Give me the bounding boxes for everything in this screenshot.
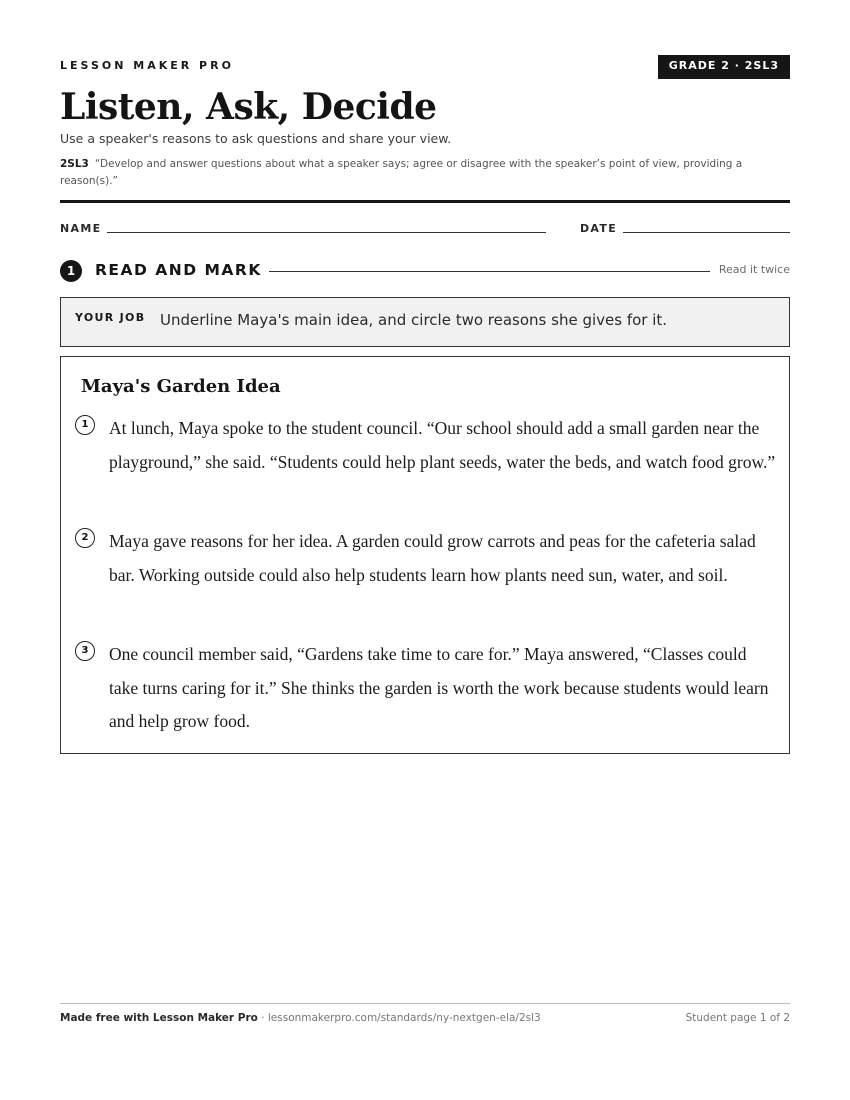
job-instructions-box — [60, 297, 790, 347]
footer-divider — [60, 1003, 790, 1004]
standard-code: 2SL3 — [60, 158, 89, 170]
header-divider — [60, 200, 790, 203]
footer-made-with: Made free with Lesson Maker Pro — [60, 1012, 258, 1024]
name-field[interactable] — [107, 232, 546, 233]
paragraph-text: At lunch, Maya spoke to the student council. “Our school should add a small garden near the playground,” she said. “Students could help plant seeds, water the beds, and watch food grow.” — [109, 418, 776, 472]
standard-text: “Develop and answer questions about what a speaker says; agree or disagree with the speaker’s point of view, providing a reason(s).” — [60, 158, 743, 187]
name-label: NAME — [60, 222, 102, 235]
paragraph-number-icon: 1 — [75, 415, 95, 435]
paragraph-number-icon: 3 — [75, 641, 95, 661]
date-label: DATE — [580, 222, 618, 235]
page-subtitle: Use a speaker's reasons to ask questions and share your view. — [60, 131, 452, 146]
passage-title: Maya's Garden Idea — [81, 376, 281, 397]
job-text: Underline Maya's main idea, and circle two reasons she gives for it. — [160, 311, 668, 329]
footer-separator: · — [257, 1012, 268, 1024]
section-note: Read it twice — [718, 263, 790, 276]
section-number-badge: 1 — [60, 260, 82, 282]
paragraph-text: Maya gave reasons for her idea. A garden could grow carrots and peas for the cafeteria salad bar. Working outside could also help students learn how plants need sun, water, and soil. — [109, 531, 756, 585]
standard-statement — [60, 156, 780, 190]
footer-url[interactable]: lessonmakerpro.com/standards/ny-nextgen-ela/2sl3 — [267, 1012, 541, 1024]
grade-badge: GRADE 2 · 2SL3 — [658, 55, 790, 79]
worksheet-page — [60, 0, 790, 1100]
page-title: Listen, Ask, Decide — [60, 86, 437, 128]
paragraph-text: One council member said, “Gardens take time to care for.” Maya answered, “Classes could take turns caring for it.” She thinks the garden is worth the work because students would learn and help grow food. — [109, 644, 769, 732]
footer-credit — [60, 1012, 541, 1024]
brand-name: LESSON MAKER PRO — [60, 59, 234, 72]
date-field[interactable] — [623, 232, 790, 233]
section-divider — [269, 271, 710, 272]
footer-page-label: Student page 1 of 2 — [685, 1012, 790, 1024]
paragraph-number-icon: 2 — [75, 528, 95, 548]
reading-passage — [60, 356, 790, 754]
job-label: YOUR JOB — [75, 311, 146, 324]
section-title: READ AND MARK — [95, 261, 262, 279]
